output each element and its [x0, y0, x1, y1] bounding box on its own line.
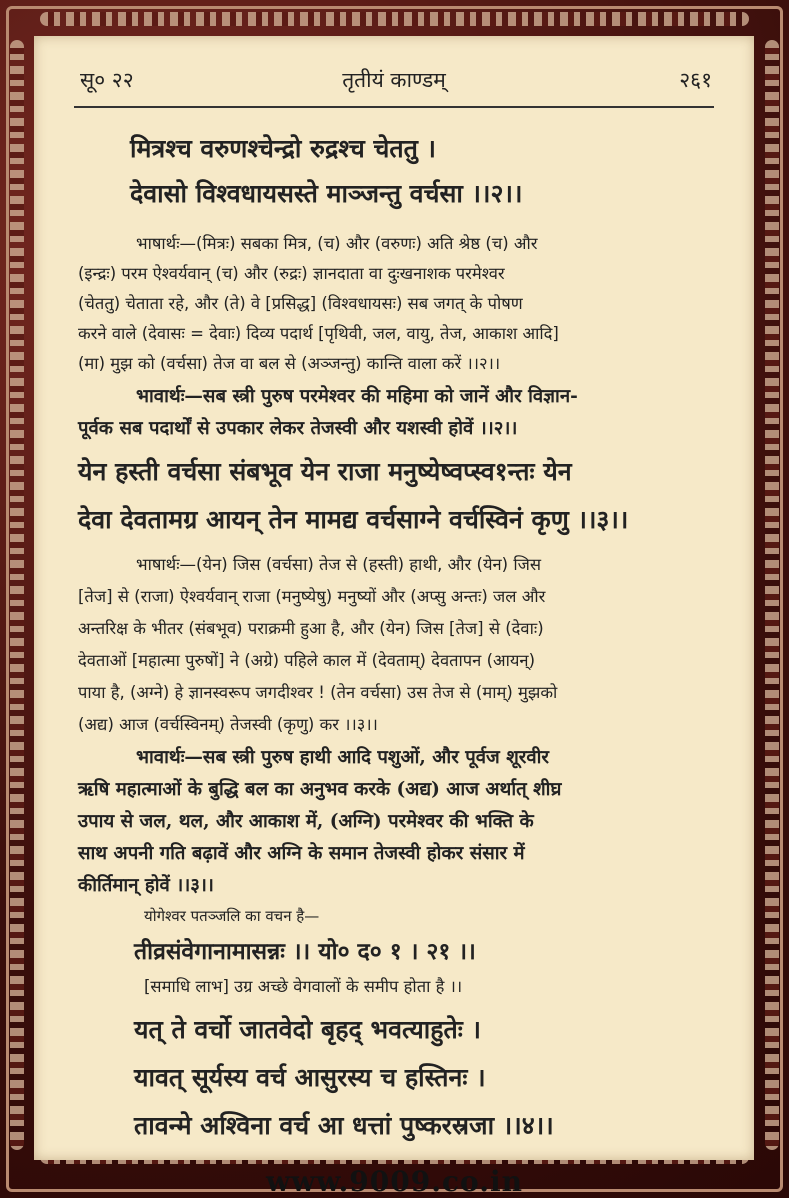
verse-2-line-1: मित्रश्च वरुणश्चेन्द्रो रुद्रश्च चेततु । [130, 134, 437, 163]
verse-4-line-2: यावत् सूर्यस्य वर्च आसुरस्य च हस्तिनः । [134, 1063, 486, 1092]
bhasha-3-line: भाषार्थः—(येन) जिस (वर्चसा) तेज से (हस्ती) हाथी, और (येन) जिस [136, 555, 542, 574]
ornament-left [10, 40, 24, 1150]
bhasha-2-line: (चेततु) चेताता रहे, और (ते) वे [प्रसिद्ध] (विश्वधायसः) सब जगत् के पोषण [78, 294, 523, 313]
bhava-3-line: ऋषि महात्माओं के बुद्धि बल का अनुभव करके (अद्य) आज अर्थात् शीघ्र [78, 779, 562, 800]
bhava-2-line: भावार्थः—सब स्त्री पुरुष परमेश्वर की महिमा को जानें और विज्ञान- [136, 386, 578, 407]
verse-2-line-2: देवासो विश्वधायसस्ते माञ्जन्तु वर्चसा ।।२।। [130, 179, 523, 208]
ornament-top [40, 12, 749, 26]
bhasha-3-line: अन्तरिक्ष के भीतर (संबभूव) पराक्रमी हुआ है, और (येन) जिस [तेज] से (देवाः) [78, 619, 544, 638]
bhasha-2-line: (मा) मुझ को (वर्चसा) तेज वा बल से (अञ्जन्तु) कान्ति वाला करें ।।२।। [78, 354, 501, 373]
yoga-intro: योगेश्वर पतञ्जलि का वचन है— [144, 907, 320, 925]
bhava-3-line: कीर्तिमान् होवें ।।३।। [78, 875, 214, 896]
ornament-right [765, 40, 779, 1150]
header-rule [74, 106, 714, 108]
page-header [34, 66, 754, 100]
bhasha-3-line: देवताओं [महात्मा पुरुषों] ने (अग्रे) पहिले काल में (देवताम्) देवतापन (आयन्) [78, 651, 536, 670]
bhasha-2-line: करने वाले (देवासः = देवाः) दिव्य पदार्थ [पृथिवी, जल, वायु, तेज, आकाश आदि] [78, 324, 559, 343]
kanda-title: तृतीयं काण्डम् [342, 68, 446, 92]
bhava-3-line: साथ अपनी गति बढ़ावें और अग्नि के समान तेजस्वी होकर संसार में [78, 843, 525, 864]
bhasha-2-line: (इन्द्रः) परम ऐश्वर्यवान् (च) और (रुद्रः) ज्ञानदाता वा दुःखनाशक परमेश्वर [78, 264, 505, 283]
bhava-3-line: भावार्थः—सब स्त्री पुरुष हाथी आदि पशुओं, और पूर्वज शूरवीर [136, 747, 549, 768]
bhava-2-line: पूर्वक सब पदार्थों से उपकार लेकर तेजस्वी और यशस्वी होवें ।।२।। [78, 418, 518, 439]
bhasha-2-line: भाषार्थः—(मित्रः) सबका मित्र, (च) और (वरुणः) अति श्रेष्ठ (च) और [136, 234, 538, 253]
bhasha-3-line: पाया है, (अग्ने) हे ज्ञानस्वरूप जगदीश्वर ! (तेन वर्चसा) उस तेज से (माम्) मुझको [78, 683, 558, 702]
book-page [34, 36, 754, 1160]
sukta-number: सू० २२ [80, 68, 134, 92]
bhava-3-line: उपाय से जल, थल, और आकाश में, (अग्नि) परमेश्वर की भक्ति के [78, 811, 534, 832]
verse-4-line-1: यत् ते वर्चो जातवेदो बृहद् भवत्याहुतेः । [134, 1015, 481, 1044]
bhasha-3-line: [तेज] से (राजा) ऐश्वर्यवान् राजा (मनुष्येषु) मनुष्यों और (अप्सु अन्तः) जल और [78, 587, 546, 606]
yoga-sutra: तीव्रसंवेगानामासन्नः ।। यो० द० १ । २१ ।। [134, 938, 476, 965]
verse-3-line-1: येन हस्ती वर्चसा संबभूव येन राजा मनुष्येष्वप्स्व१न्तः येन [78, 457, 572, 486]
page-number: २६१ [679, 68, 712, 92]
verse-4-line-3: तावन्मे अश्विना वर्च आ धत्तां पुष्करस्रजा ।।४।। [134, 1111, 554, 1140]
verse-3-line-2: देवा देवतामग्र आयन् तेन मामद्य वर्चसाग्ने वर्चस्विनं कृणु ।।३।। [78, 505, 629, 534]
website-watermark: www.9009.co.in [266, 1165, 523, 1198]
bhasha-3-line: (अद्य) आज (वर्चस्विनम्) तेजस्वी (कृणु) कर ।।३।। [78, 715, 378, 734]
yoga-meaning: [समाधि लाभ] उग्र अच्छे वेगवालों के समीप होता है ।। [144, 977, 463, 996]
